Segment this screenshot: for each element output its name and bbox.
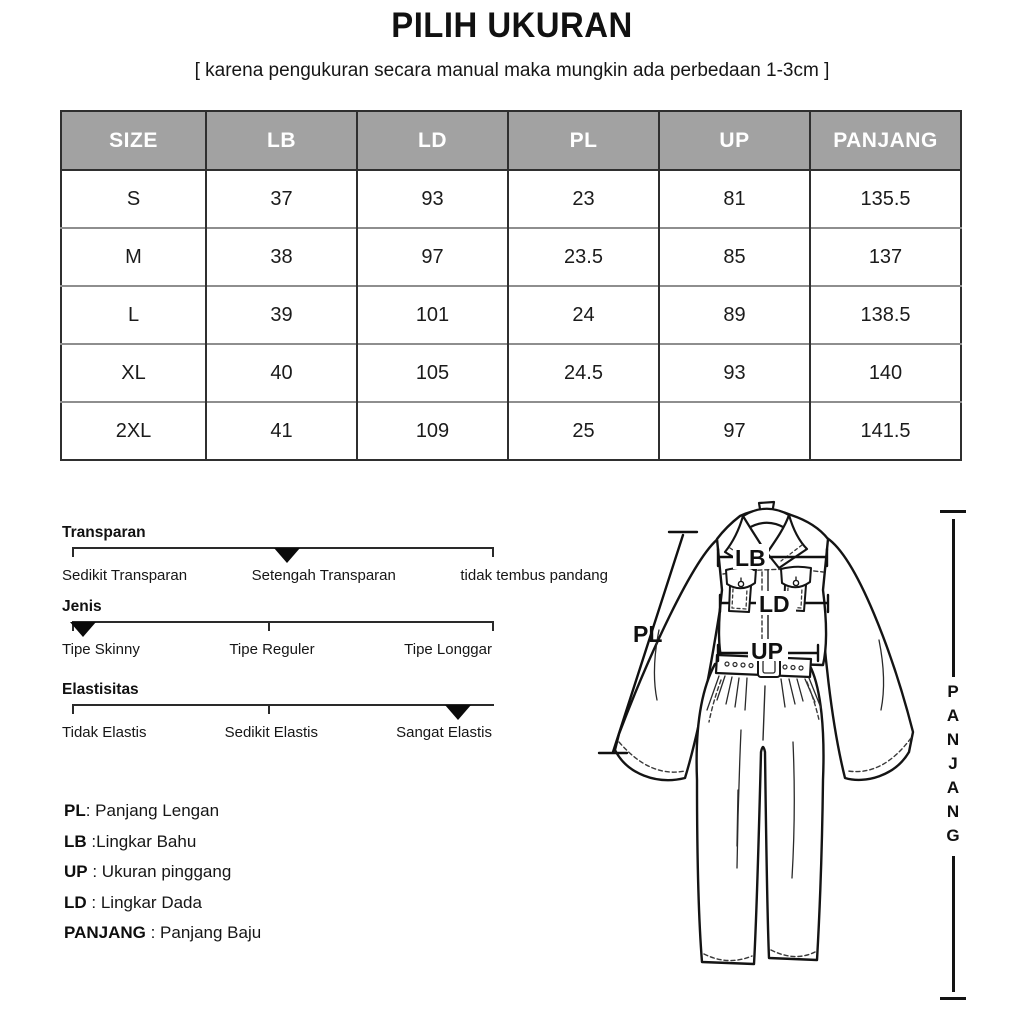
table-cell: 39 (206, 286, 357, 344)
legend-item-pl (64, 801, 261, 819)
legend-abbr: LD (64, 892, 87, 912)
pl-label: PL (633, 621, 663, 647)
table-cell: 97 (659, 402, 810, 460)
table-row-xl (61, 344, 961, 402)
size-table (60, 110, 962, 461)
panjang-cap-bottom (940, 997, 966, 1000)
scale-label: Sangat Elastis (396, 724, 492, 741)
table-cell: 2XL (61, 402, 206, 460)
legend-item-lb (64, 832, 261, 850)
table-row-m (61, 228, 961, 286)
scale-label: tidak tembus pandang (460, 567, 608, 584)
table-cell: 24.5 (508, 344, 659, 402)
legend-item-ld (64, 893, 261, 911)
table-cell: S (61, 170, 206, 228)
page-subtitle: [ karena pengukuran secara manual maka mungkin ada perbedaan 1-3cm ] (194, 60, 830, 81)
table-cell: 138.5 (810, 286, 961, 344)
table-cell: 89 (659, 286, 810, 344)
legend-abbr: UP (64, 862, 88, 881)
scale-label: Tipe Longgar (404, 641, 492, 658)
table-cell: 105 (357, 344, 508, 402)
scale-bar (72, 621, 494, 639)
table-cell: M (61, 228, 206, 286)
legend-abbr: PANJANG (64, 923, 146, 942)
lb-label: LB (735, 545, 766, 571)
legend-abbr: PL (64, 801, 86, 820)
panjang-cap-top (940, 510, 966, 513)
legend-desc: : Panjang Baju (145, 923, 262, 942)
header-cell-pl: PL (508, 111, 659, 170)
panjang-label: PANJANG (943, 682, 963, 850)
table-header-row (61, 111, 961, 170)
table-cell: 25 (508, 402, 659, 460)
scale-label: Setengah Transparan (251, 567, 396, 584)
scale-tick (492, 621, 494, 631)
ld-label: LD (759, 591, 790, 617)
scale-line (72, 621, 494, 623)
table-cell: 135.5 (810, 170, 961, 228)
page-title: PILIH UKURAN (391, 6, 633, 45)
header-cell-up: UP (659, 111, 810, 170)
table-cell: 23.5 (508, 228, 659, 286)
header-cell-lb: LB (206, 111, 357, 170)
legend-abbr: LB (64, 831, 87, 851)
table-cell: XL (61, 344, 206, 402)
scale-tick (72, 547, 74, 557)
table-cell: 97 (357, 228, 508, 286)
scale-marker-triangle (70, 622, 96, 637)
header-cell-ld: LD (357, 111, 508, 170)
up-label: UP (751, 638, 783, 664)
table-cell: 93 (357, 170, 508, 228)
legend-desc: : Ukuran pinggang (87, 862, 232, 881)
scale-marker-triangle (445, 705, 471, 720)
scale-tick (72, 704, 74, 714)
scale-elastisitas (62, 681, 622, 741)
table-cell: 101 (357, 286, 508, 344)
scale-title: Transparan (62, 524, 146, 541)
scale-title: Jenis (62, 598, 102, 615)
scale-tick (492, 547, 494, 557)
scale-labels (62, 567, 608, 584)
legend-item-panjang (64, 923, 261, 941)
garment-outline (615, 510, 913, 964)
scale-jenis (62, 598, 622, 658)
table-cell: 137 (810, 228, 961, 286)
table-cell: 140 (810, 344, 961, 402)
legend-desc: :Lingkar Bahu (86, 831, 197, 851)
table-cell: 141.5 (810, 402, 961, 460)
panjang-ruler (936, 510, 970, 1000)
scale-label: Tipe Reguler (229, 641, 315, 658)
scale-label: Tidak Elastis (62, 724, 147, 741)
scale-label: Tipe Skinny (62, 641, 140, 658)
scale-labels (62, 641, 492, 658)
table-cell: 93 (659, 344, 810, 402)
scale-line (72, 704, 494, 706)
table-cell: 109 (357, 402, 508, 460)
header-cell-size: SIZE (61, 111, 206, 170)
scale-bar (72, 547, 494, 565)
legend-item-up (64, 862, 261, 880)
header-cell-panjang: PANJANG (810, 111, 961, 170)
legend-desc: : Panjang Lengan (85, 801, 220, 820)
scale-marker-triangle (274, 548, 300, 563)
table-cell: 37 (206, 170, 357, 228)
legend-desc: : Lingkar Dada (86, 892, 202, 912)
table-cell: 40 (206, 344, 357, 402)
table-cell: 24 (508, 286, 659, 344)
table-cell: 38 (206, 228, 357, 286)
table-row-l (61, 286, 961, 344)
scale-tick (268, 621, 270, 631)
table-row-s (61, 170, 961, 228)
table-cell: L (61, 286, 206, 344)
scale-labels (62, 724, 492, 741)
scale-label: Sedikit Elastis (224, 724, 318, 741)
legend (64, 801, 261, 954)
scale-label: Sedikit Transparan (62, 567, 188, 584)
scale-transparan (62, 524, 622, 584)
table-cell: 85 (659, 228, 810, 286)
table-cell: 23 (508, 170, 659, 228)
table-row-2xl (61, 402, 961, 460)
panjang-line-top (952, 519, 955, 677)
scale-bar (72, 704, 494, 722)
scale-tick (268, 704, 270, 714)
scale-title: Elastisitas (62, 681, 139, 698)
table-cell: 41 (206, 402, 357, 460)
panjang-line-bottom (952, 856, 955, 992)
table-cell: 81 (659, 170, 810, 228)
